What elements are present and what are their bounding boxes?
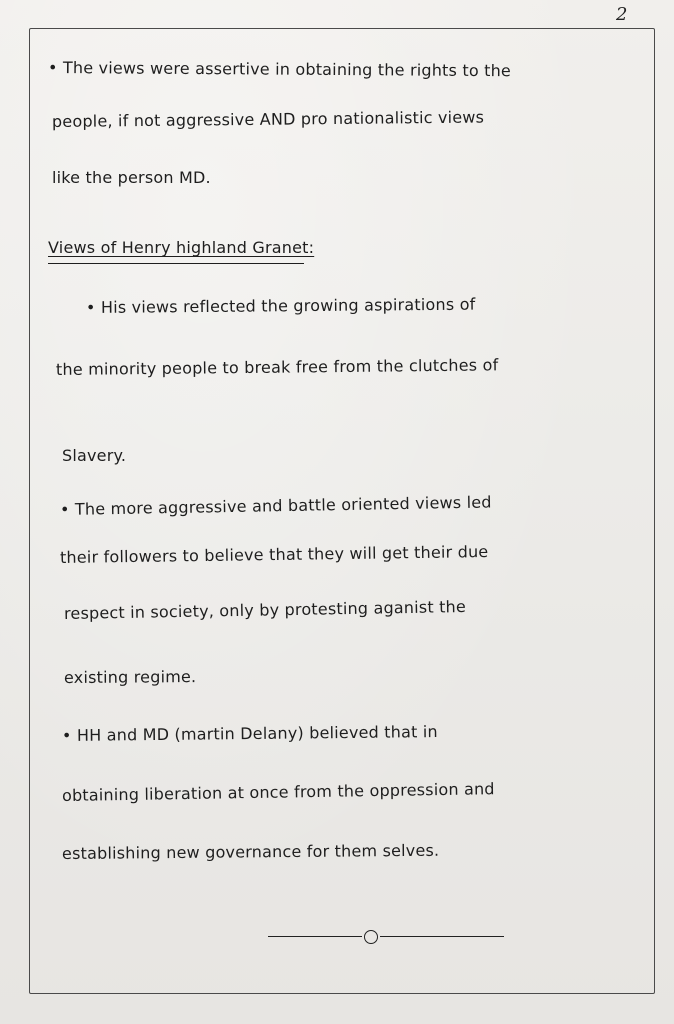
- section-heading: Views of Henry highland Granet:: [48, 238, 315, 257]
- separator-circle-icon: [364, 930, 378, 944]
- separator-rule-left: [268, 936, 362, 937]
- text-line: their followers to believe that they will get their due: [59, 542, 489, 567]
- text-line: • His views reflected the growing aspirations of: [85, 294, 476, 317]
- page-number: 2: [616, 4, 628, 25]
- text-line: respect in society, only by protesting aganist the: [63, 596, 467, 623]
- end-separator: [268, 924, 508, 948]
- separator-rule-right: [380, 936, 504, 937]
- text-line: existing regime.: [63, 667, 197, 687]
- text-line: • HH and MD (martin Delany) believed that in: [61, 722, 438, 745]
- text-line: obtaining liberation at once from the oppression and: [61, 779, 495, 805]
- text-line: • The more aggressive and battle oriented views led: [59, 492, 492, 519]
- text-line: like the person MD.: [52, 168, 211, 187]
- text-line: the minority people to break free from the clutches of: [55, 355, 499, 379]
- text-line: people, if not aggressive AND pro nationalistic views: [51, 107, 485, 131]
- text-line: establishing new governance for them selves.: [61, 840, 440, 863]
- text-line: • The views were assertive in obtaining the rights to the: [47, 58, 512, 81]
- text-line: Slavery.: [62, 446, 127, 465]
